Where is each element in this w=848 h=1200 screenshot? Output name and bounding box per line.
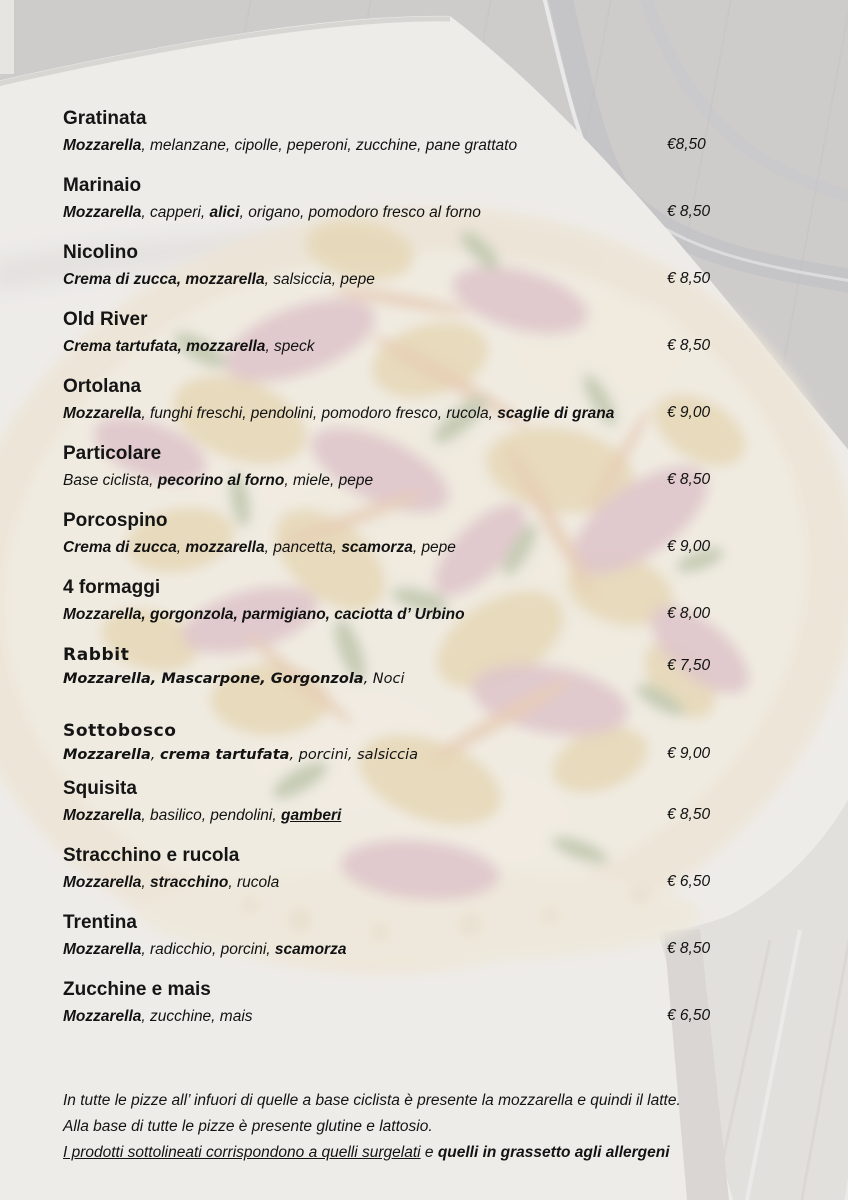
ingredient-segment: , salsiccia, pepe (264, 271, 375, 288)
note-underlined-frozen: I prodotti sottolineati corrispondono a quelli surgelati (63, 1144, 421, 1161)
menu-item (63, 843, 818, 894)
note-line-gluten: Alla base di tutte le pizze è presente glutine e lattosio. (63, 1118, 433, 1135)
menu-item (63, 776, 818, 827)
menu-item-price: € 8,50 (667, 270, 711, 287)
menu-item-name: Rabbit (63, 645, 130, 665)
menu-item-price: € 7,50 (667, 657, 711, 674)
ingredient-segment: Crema tartufata, mozzarella (63, 338, 266, 355)
ingredient-segment: Mozzarella (63, 807, 142, 824)
menu-item-price: € 6,50 (667, 1007, 711, 1024)
note-line-milk: In tutte le pizze all’ infuori di quelle a base ciclista è presente la mozzarella e quindi il latte. (63, 1092, 681, 1109)
ingredient-segment: Mozzarella, gorgonzola, parmigiano, caciotta d’ Urbino (63, 606, 465, 623)
ingredient-segment: , pepe (412, 539, 456, 556)
menu-item-price: € 8,50 (667, 203, 711, 220)
menu-item-price: € 8,50 (667, 337, 711, 354)
ingredient-segment: alici (209, 204, 240, 221)
ingredient-segment: , miele, pepe (284, 472, 374, 489)
ingredient-segment: Crema di zucca, mozzarella (63, 271, 265, 288)
menu-item-name: Particolare (63, 443, 162, 464)
menu-item (63, 106, 818, 157)
menu-item-price: € 9,00 (667, 538, 711, 555)
menu-item-name: Marinaio (63, 175, 142, 196)
menu-item-name: Old River (63, 309, 148, 330)
menu-item-name: Squisita (63, 778, 137, 799)
ingredient-segment: , porcini, salsiccia (289, 747, 419, 763)
ingredient-segment: mozzarella (185, 539, 265, 556)
ingredient-segment: gamberi (280, 807, 342, 824)
menu-item-name: Trentina (63, 912, 137, 933)
ingredient-segment: Mozzarella (63, 405, 142, 422)
menu-item (63, 240, 818, 291)
ingredient-segment: Base ciclista, (63, 472, 158, 489)
ingredient-segment: , (150, 747, 160, 763)
ingredient-segment: Crema di zucca (63, 539, 177, 556)
menu-item (63, 173, 818, 224)
menu-item (63, 575, 818, 626)
allergen-notes (63, 1088, 703, 1166)
ingredient-segment: Mozzarella (63, 137, 142, 154)
note-bold-allergens: quelli in grassetto agli allergeni (437, 1144, 670, 1161)
menu-item-price: €8,50 (667, 136, 706, 153)
menu-item (63, 910, 818, 961)
menu-item (63, 307, 818, 358)
ingredient-segment: , Noci (363, 671, 405, 687)
ingredient-segment: Mozzarella (63, 874, 142, 891)
note-line-legend (63, 1140, 703, 1166)
menu-item (63, 977, 818, 1028)
menu-item-name: Nicolino (63, 242, 138, 263)
menu-list (63, 106, 818, 1044)
menu-item (63, 718, 818, 766)
ingredient-segment: , melanzane, cipolle, peperoni, zucchine, pane grattato (141, 137, 518, 154)
menu-item-price: € 9,00 (667, 404, 711, 421)
ingredient-segment: Mozzarella, Mascarpone, Gorgonzola (63, 671, 364, 687)
note-connector: e (420, 1144, 438, 1161)
menu-item (63, 508, 818, 559)
ingredient-segment: Mozzarella (63, 1008, 142, 1025)
ingredient-segment: Mozzarella (63, 747, 151, 763)
ingredient-segment: , basilico, pendolini, (141, 807, 281, 824)
menu-item-price: € 6,50 (667, 873, 711, 890)
ingredient-segment: scamorza (274, 941, 347, 958)
ingredient-segment: , (141, 874, 151, 891)
ingredient-segment: , (176, 539, 186, 556)
menu-item-name: Zucchine e mais (63, 979, 211, 1000)
menu-item (63, 642, 818, 690)
ingredient-segment: , funghi freschi, pendolini, pomodoro fresco, rucola, (141, 405, 498, 422)
menu-item (63, 441, 818, 492)
menu-item-price: € 8,50 (667, 940, 711, 957)
ingredient-segment: Mozzarella (63, 941, 142, 958)
menu-item-price: € 8,50 (667, 806, 711, 823)
menu-item-name: Sottobosco (63, 721, 177, 741)
ingredient-segment: scamorza (341, 539, 413, 556)
ingredient-segment: crema tartufata (159, 747, 290, 763)
ingredient-segment: Mozzarella (63, 204, 142, 221)
menu-item-name: 4 formaggi (63, 577, 161, 598)
ingredient-segment: , radicchio, porcini, (141, 941, 275, 958)
ingredient-segment: stracchino (150, 874, 229, 891)
ingredient-segment: , rucola (228, 874, 280, 891)
menu-item-price: € 8,00 (667, 605, 711, 622)
ingredient-segment: , speck (265, 338, 315, 355)
menu-item-name: Porcospino (63, 510, 168, 531)
ingredient-segment: , origano, pomodoro fresco al forno (239, 204, 481, 221)
ingredient-segment: pecorino al forno (157, 472, 285, 489)
ingredient-segment: , pancetta, (264, 539, 342, 556)
menu-item-name: Stracchino e rucola (63, 845, 240, 866)
menu-item-name: Ortolana (63, 376, 142, 397)
ingredient-segment: , zucchine, mais (141, 1008, 253, 1025)
ingredient-segment: , capperi, (141, 204, 210, 221)
menu-item-price: € 9,00 (667, 745, 711, 762)
menu-item-price: € 8,50 (667, 471, 711, 488)
ingredient-segment: scaglie di grana (497, 405, 615, 422)
menu-item-name: Gratinata (63, 108, 147, 129)
menu-item (63, 374, 818, 425)
